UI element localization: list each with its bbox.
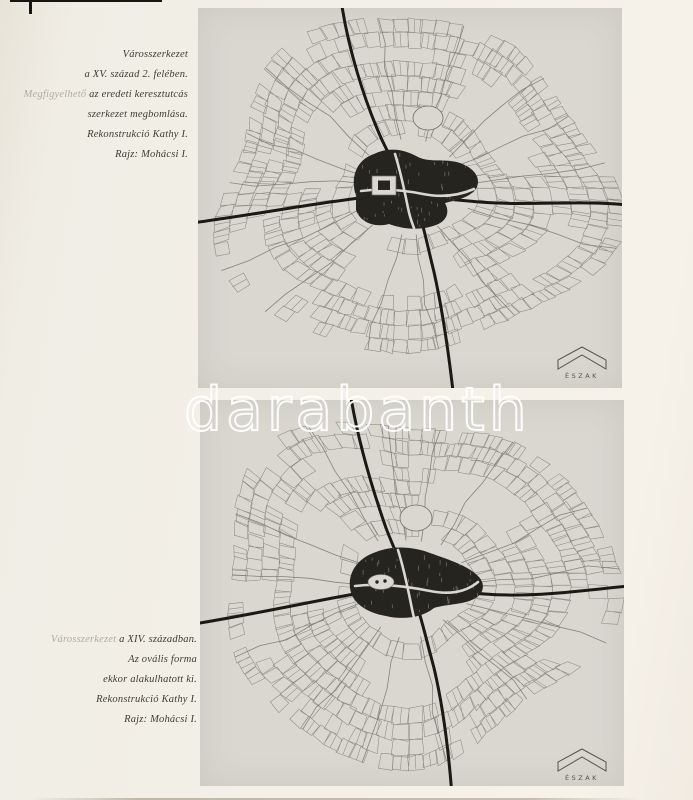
- watermark-text: darabanth: [184, 375, 531, 445]
- caption-word: a XIV. században.: [119, 634, 197, 645]
- north-chevron-icon: [556, 345, 608, 371]
- gutter-corner-mark-vertical: [29, 0, 32, 14]
- gutter-corner-mark-horizontal: [10, 0, 162, 2]
- caption-line: [0, 85, 188, 105]
- caption-line: Rekonstrukció Kathy I.: [96, 694, 197, 705]
- caption-line: Rajz: Mohácsi I.: [124, 714, 197, 725]
- map-photo-xiv-century: [200, 400, 624, 786]
- city-map-drawing-xv: [198, 8, 622, 388]
- caption-line: szerkezet megbomlása.: [87, 109, 188, 120]
- caption-line: Rajz: Mohácsi I.: [115, 149, 188, 160]
- caption-word: az eredeti keresztutcás: [89, 89, 188, 100]
- city-map-drawing-xiv: [200, 400, 624, 786]
- caption-line: ekkor alakulhatott ki.: [103, 674, 197, 685]
- north-label: ÉSZAK: [565, 372, 599, 380]
- caption-word-faded: Megfigyelhető: [23, 89, 87, 100]
- caption-line: [0, 630, 197, 650]
- north-chevron-icon: [556, 747, 608, 773]
- caption-xiv-century: [0, 630, 197, 730]
- caption-line: Az ovális forma: [128, 654, 197, 665]
- caption-line: a XV. század 2. felében.: [84, 69, 188, 80]
- map-photo-xv-century: [198, 8, 622, 388]
- caption-xv-century: [0, 45, 188, 165]
- caption-line: Városszerkezet: [122, 49, 188, 60]
- caption-word-faded: Városszerkezet: [50, 634, 117, 645]
- north-marker: [556, 747, 608, 782]
- north-label: ÉSZAK: [565, 774, 599, 782]
- north-marker: [556, 345, 608, 380]
- caption-line: Rekonstrukció Kathy I.: [87, 129, 188, 140]
